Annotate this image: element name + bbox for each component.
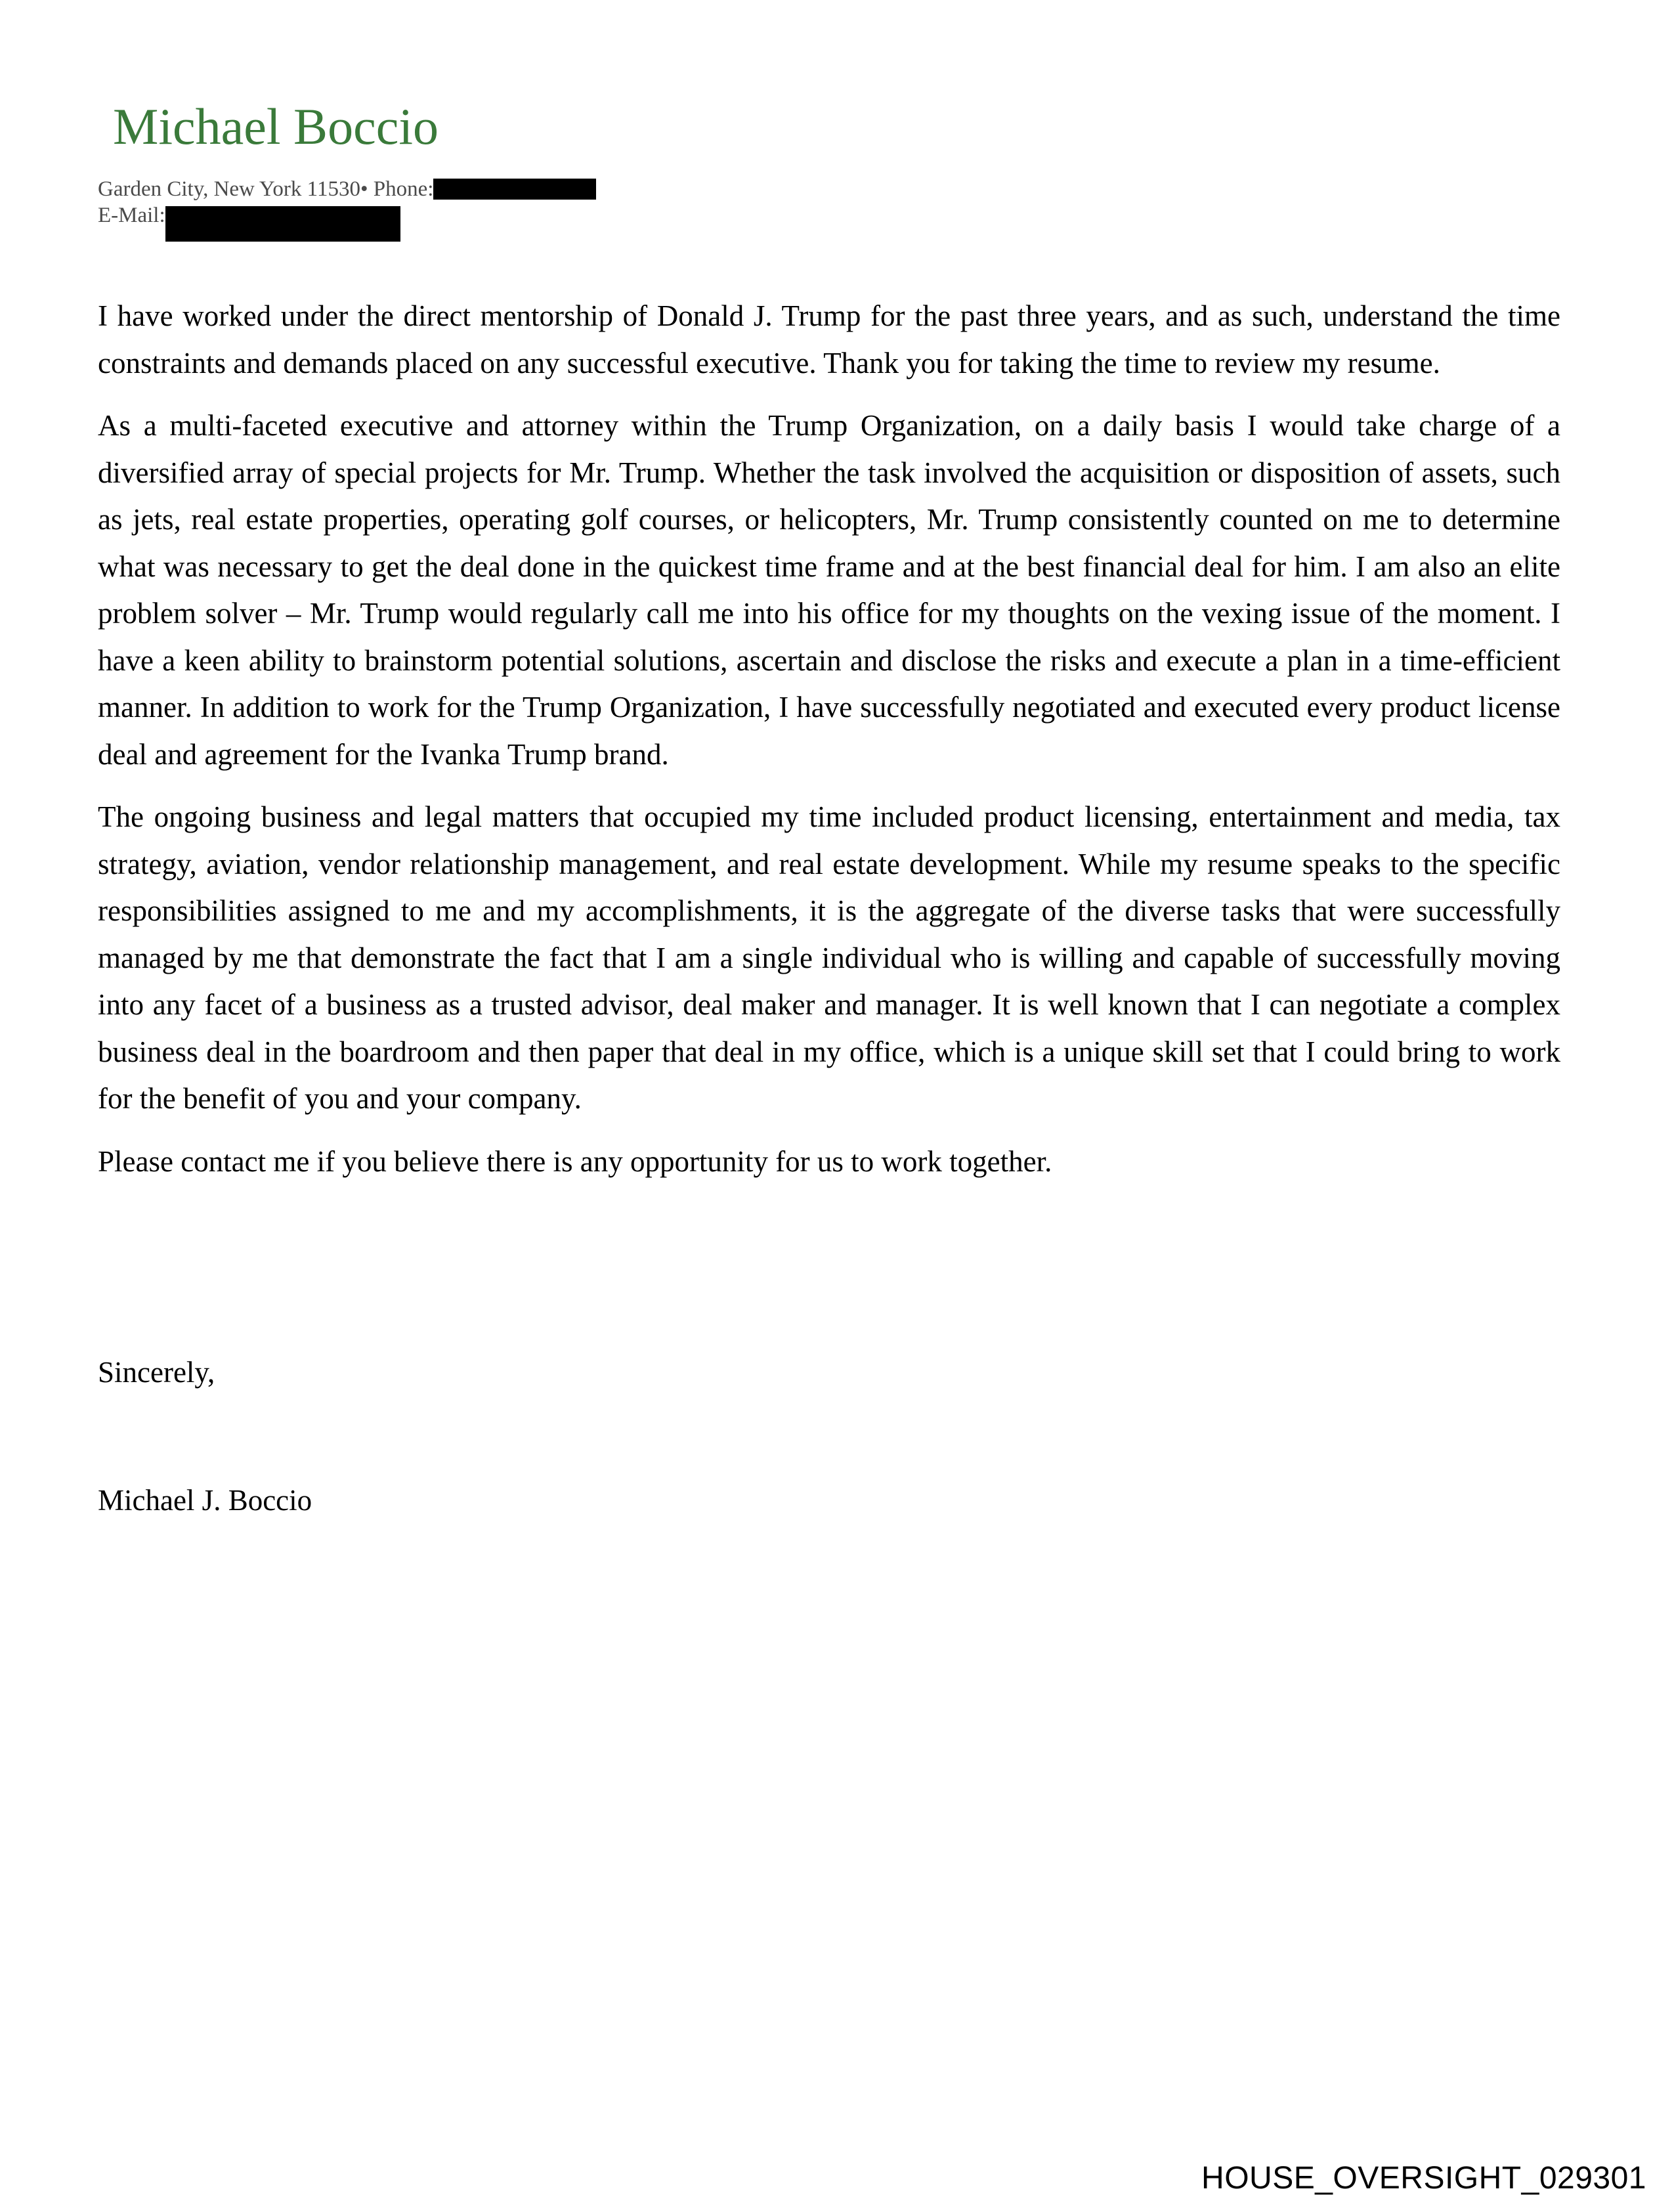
phone-label: Phone: xyxy=(373,177,434,201)
paragraph-experience: As a multi-faceted executive and attorney within the Trump Organization, on a daily basis I would take charge of a diversified array of special projects for Mr. Trump. Whether the task involved the acquisition or disposition of assets, such as jets, real estate properties, operating golf courses, or helicopters, Mr. Trump consistently counted on me to determine what was necessary to get the deal done in the quickest time frame and at the best financial deal for him. I am also an elite problem solver – Mr. Trump would regularly call me into his office for my thoughts on the vexing issue of the moment. I have a keen ability to brainstorm potential solutions, ascertain and disclose the risks and execute a plan in a time-efficient manner. In addition to work for the Trump Organization, I have successfully negotiated and executed every product license deal and agreement for the Ivanka Trump brand. xyxy=(98,409,1560,771)
sender-name: Michael Boccio xyxy=(113,98,439,155)
phone-redaction xyxy=(433,179,596,200)
email-label: E-Mail: xyxy=(98,204,165,227)
email-redaction xyxy=(165,206,400,242)
address-text: Garden City, New York 11530 xyxy=(98,177,360,201)
paragraph-intro: I have worked under the direct mentorship of Donald J. Trump for the past three years, and as such, understand the time constraints and demands placed on any successful executive. Thank you for taking the time to review my resume. xyxy=(98,299,1560,380)
signature: Michael J. Boccio xyxy=(98,1484,312,1517)
bates-number: HOUSE_OVERSIGHT_029301 xyxy=(1201,2161,1646,2196)
paragraph-contact-request: Please contact me if you believe there is any opportunity for us to work together. xyxy=(98,1144,1052,1178)
letter-body xyxy=(98,293,1560,1201)
paragraph-matters: The ongoing business and legal matters that occupied my time included product licensing, entertainment and media, tax strategy, aviation, vendor relationship management, and real estate development. While my resume speaks to the specific responsibilities assigned to me and my accomplishments, it is the aggregate of the diverse tasks that were successfully managed by me that demonstrate the fact that I am a single individual who is willing and capable of successfully moving into any facet of a business as a trusted advisor, deal maker and manager. It is well known that I can negotiate a complex business deal in the boardroom and then paper that deal in my office, which is a unique skill set that I could bring to work for the benefit of you and your company. xyxy=(98,800,1560,1115)
email-line xyxy=(98,202,596,228)
salutation: Sincerely, xyxy=(98,1356,215,1389)
bullet-separator: • xyxy=(360,177,368,201)
address-line xyxy=(98,176,596,202)
contact-block xyxy=(98,176,596,228)
